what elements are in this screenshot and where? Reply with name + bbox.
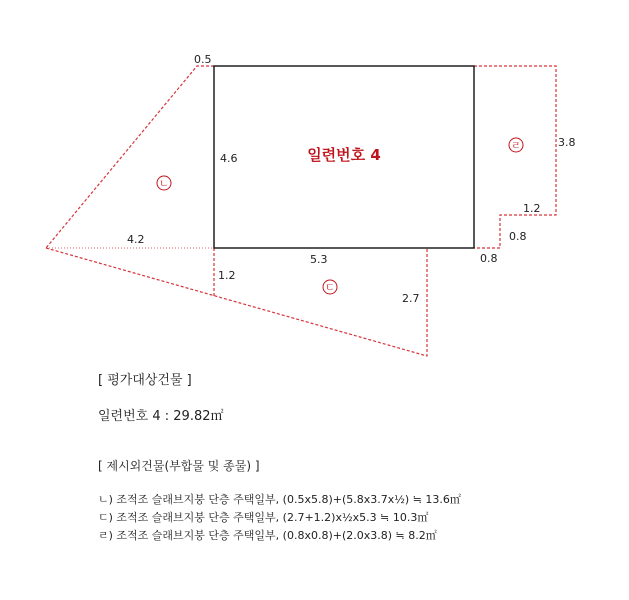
dimension-4-6: 4.6	[220, 152, 238, 165]
dimension-4-2: 4.2	[127, 233, 145, 246]
dimension-1-2-left: 1.2	[218, 269, 236, 282]
zone-mark-d	[323, 280, 337, 294]
section-title: [ 평가대상건물 ]	[98, 373, 192, 388]
dimension-0-5: 0.5	[194, 53, 212, 66]
zone-mark-l	[157, 176, 171, 190]
zone-mark-r	[509, 138, 523, 152]
building-label: 일련번호 4	[307, 146, 381, 164]
annex-section-title: [ 제시외건물(부합물 및 종물) ]	[98, 459, 260, 473]
dimension-2-7: 2.7	[402, 292, 420, 305]
main-area-text: 일련번호 4 : 29.82㎡	[98, 409, 224, 424]
annex-d-outline	[46, 248, 427, 356]
annex-row-l: ㄴ) 조적조 슬래브지붕 단층 주택일부, (0.5x5.8)+(5.8x3.7x½) ≒ 13.6㎡	[98, 493, 461, 506]
annex-l-outline	[46, 66, 214, 248]
dimension-3-8: 3.8	[558, 136, 576, 149]
svg-text:ㄹ: ㄹ	[511, 141, 521, 152]
dimension-0-8-side: 0.8	[509, 230, 527, 243]
annex-row-d: ㄷ) 조적조 슬래브지붕 단층 주택일부, (2.7+1.2)x½x5.3 ≒ 10.3㎡	[98, 511, 429, 524]
dimension-0-8-bottom: 0.8	[480, 252, 498, 265]
dimension-5-3: 5.3	[310, 253, 328, 266]
annex-row-r: ㄹ) 조적조 슬래브지붕 단층 주택일부, (0.8x0.8)+(2.0x3.8) ≒ 8.2㎡	[98, 529, 437, 542]
svg-text:ㄷ: ㄷ	[325, 283, 335, 294]
dimension-1-2-right: 1.2	[523, 202, 541, 215]
annex-r-outline	[474, 66, 556, 248]
svg-text:ㄴ: ㄴ	[159, 179, 169, 190]
